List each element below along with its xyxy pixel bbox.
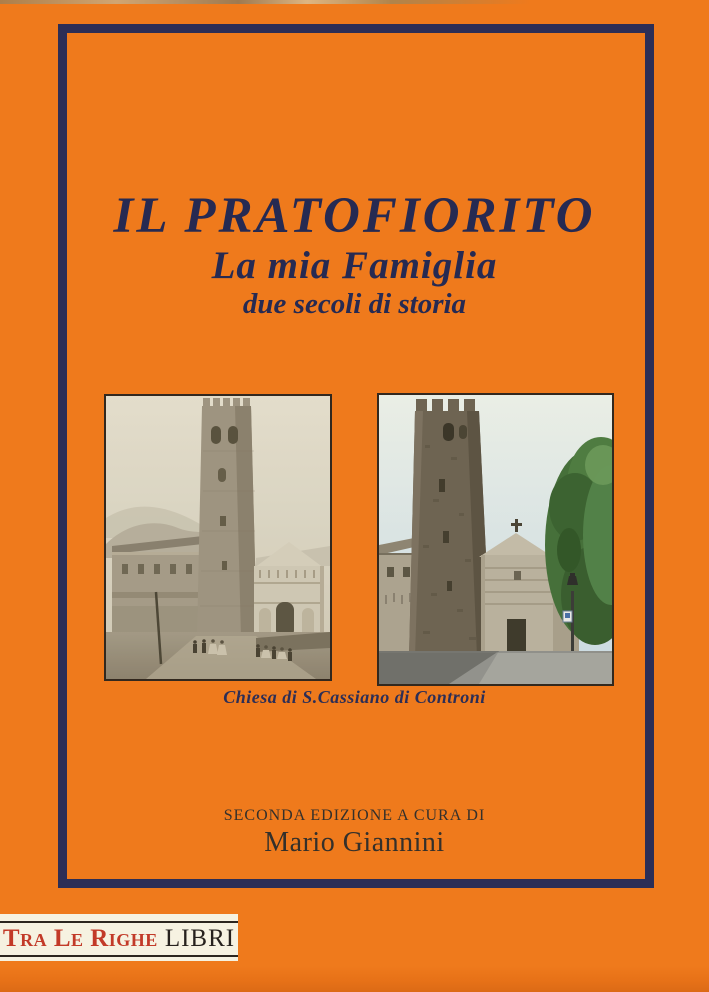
- editor-name: Mario Giannini: [264, 827, 445, 858]
- right-church-photo-illustration: [379, 395, 612, 684]
- publisher-logo: [0, 914, 238, 961]
- publisher-name-tra-le-righe: Tra Le Righe: [2, 925, 158, 952]
- photo-caption: Chiesa di S.Cassiano di Controni: [223, 687, 486, 707]
- book-subtitle: La mia Famiglia: [211, 244, 498, 288]
- edition-block: [0, 806, 709, 859]
- publisher-name: [0, 923, 238, 955]
- edition-line: SECONDA EDIZIONE A CURA DI: [223, 807, 486, 824]
- right-church-photo: [377, 393, 614, 686]
- left-church-photo: [104, 394, 332, 681]
- logo-rule-bottom: [0, 955, 238, 957]
- book-bottom-edge-shadow: [0, 966, 709, 992]
- left-church-photo-illustration: [106, 396, 330, 679]
- book-tagline: due secoli di storia: [242, 287, 467, 320]
- title-block: [0, 188, 709, 321]
- book-title: IL PRATOFIORITO: [113, 188, 596, 244]
- publisher-name-libri: LIBRI: [164, 925, 236, 952]
- scan-edge-artifact: [0, 0, 530, 4]
